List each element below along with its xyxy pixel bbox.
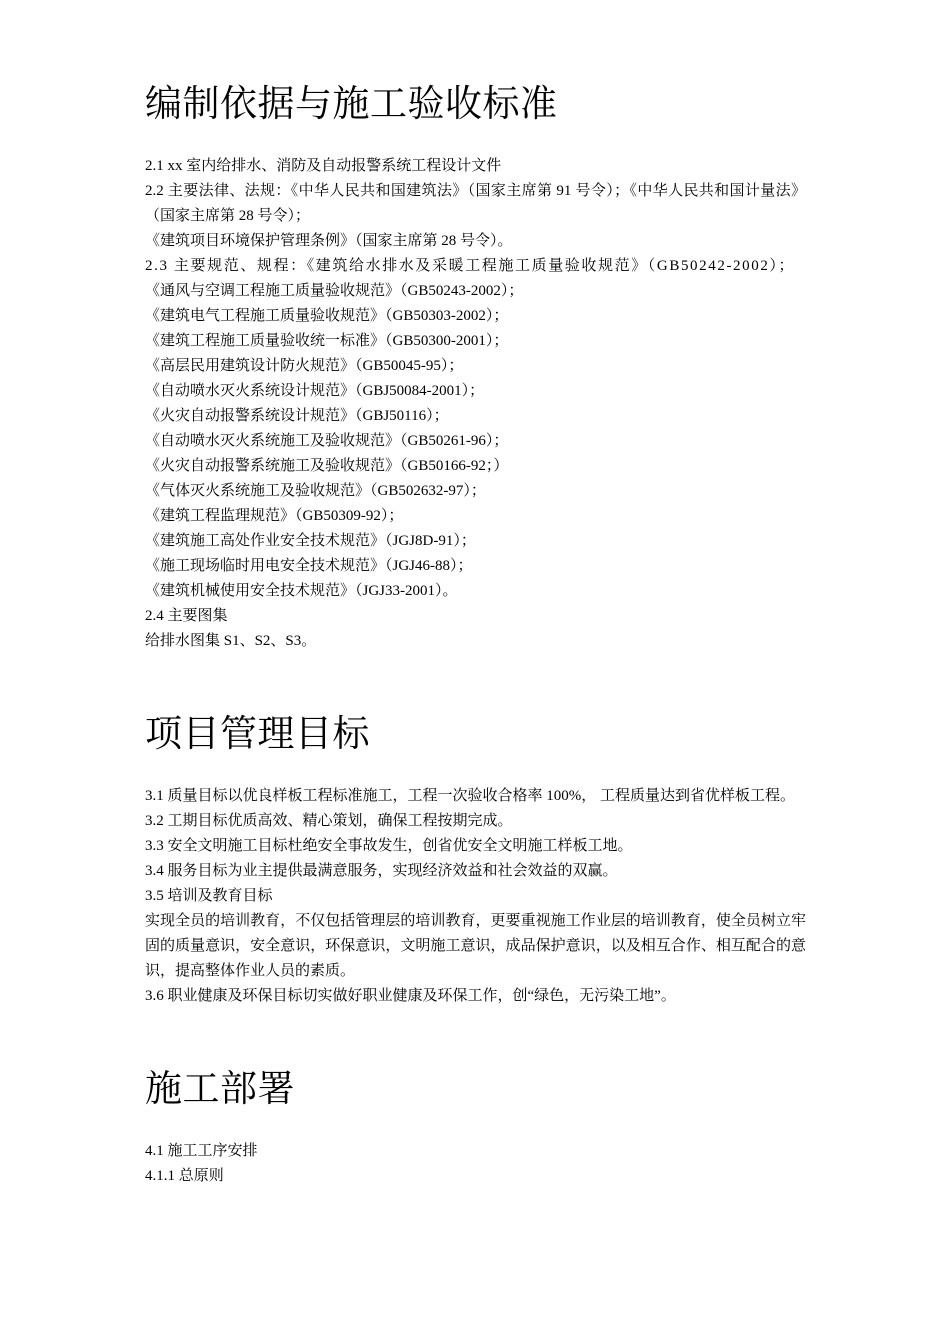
paragraph: 《火灾自动报警系统设计规范》（GBJ50116）；: [145, 408, 449, 424]
paragraph: 《通风与空调工程施工质量验收规范》（GB50243-2002）；: [145, 283, 524, 299]
paragraph: 《施工现场临时用电安全技术规范》（JGJ46-88）；: [145, 558, 473, 574]
section-heading: 编制依据与施工验收标准: [145, 82, 558, 125]
paragraph: 3.4 服务目标为业主提供最满意服务，实现经济效益和社会效益的双赢。: [145, 863, 618, 879]
paragraph: 2.1 xx 室内给排水、消防及自动报警系统工程设计文件: [145, 158, 502, 174]
section-construction-deployment: [145, 1063, 806, 1189]
paragraph: 4.1.1 总原则: [145, 1168, 224, 1184]
paragraph: 3.3 安全文明施工目标杜绝安全事故发生，创省优安全文明施工样板工地。: [145, 838, 633, 854]
paragraph: 给排水图集 S1、S2、S3。: [145, 633, 317, 649]
paragraph: 3.5 培训及教育目标: [145, 888, 273, 904]
section-basis-standards: [145, 78, 806, 654]
paragraph: 2.3 主要规范、规程：《建筑给水排水及采暖工程施工质量验收规范》（GB50242-2002）；: [145, 258, 796, 274]
section-body: [145, 784, 806, 1009]
paragraph: 《火灾自动报警系统施工及验收规范》（GB50166-92；）: [145, 458, 509, 474]
paragraph: 《自动喷水灭火系统施工及验收规范》（GB50261-96）；: [145, 433, 509, 449]
paragraph: 《自动喷水灭火系统设计规范》（GBJ50084-2001）；: [145, 383, 485, 399]
paragraph: 《气体灭火系统施工及验收规范》（GB502632-97）；: [145, 483, 486, 499]
paragraph: 3.1 质量目标以优良样板工程标准施工，工程一次验收合格率 100%， 工程质量达到省优样板工程。: [145, 788, 795, 804]
paragraph: 《建筑施工高处作业安全技术规范》（JGJ8D-91）；: [145, 533, 476, 549]
paragraph: 《建筑工程监理规范》（GB50309-92）；: [145, 508, 404, 524]
section-body: [145, 1139, 806, 1189]
paragraph: 3.2 工期目标优质高效、精心策划，确保工程按期完成。: [145, 813, 513, 829]
paragraph: 实现全员的培训教育，不仅包括管理层的培训教育，更要重视施工作业层的培训教育，使全员树立牢固的质量意识，安全意识，环保意识，文明施工意识，成品保护意识，以及相互合作、相互配合的意识，提高整体作业人员的素质。: [145, 913, 806, 979]
paragraph: 《建筑工程施工质量验收统一标准》（GB50300-2001）；: [145, 333, 509, 349]
paragraph: 《建筑项目环境保护管理条例》（国家主席第 28 号令）。: [145, 233, 513, 249]
section-body: [145, 154, 806, 654]
paragraph: 2.4 主要图集: [145, 608, 228, 624]
paragraph: 3.6 职业健康及环保目标切实做好职业健康及环保工作，创“绿色，无污染工地”。: [145, 988, 676, 1004]
paragraph: 4.1 施工工序安排: [145, 1143, 258, 1159]
section-heading: 项目管理目标: [145, 712, 370, 755]
paragraph: 《高层民用建筑设计防火规范》（GB50045-95）；: [145, 358, 464, 374]
section-management-goals: [145, 708, 806, 1009]
paragraph: 《建筑机械使用安全技术规范》（JGJ33-2001）。: [145, 583, 458, 599]
paragraph: 《建筑电气工程施工质量验收规范》（GB50303-2002）；: [145, 308, 509, 324]
paragraph: 2.2 主要法律、法规：《中华人民共和国建筑法》（国家主席第 91 号令）；《中华人民共和国计量法》（国家主席第 28 号令）；: [145, 183, 806, 224]
section-heading: 施工部署: [145, 1067, 295, 1110]
